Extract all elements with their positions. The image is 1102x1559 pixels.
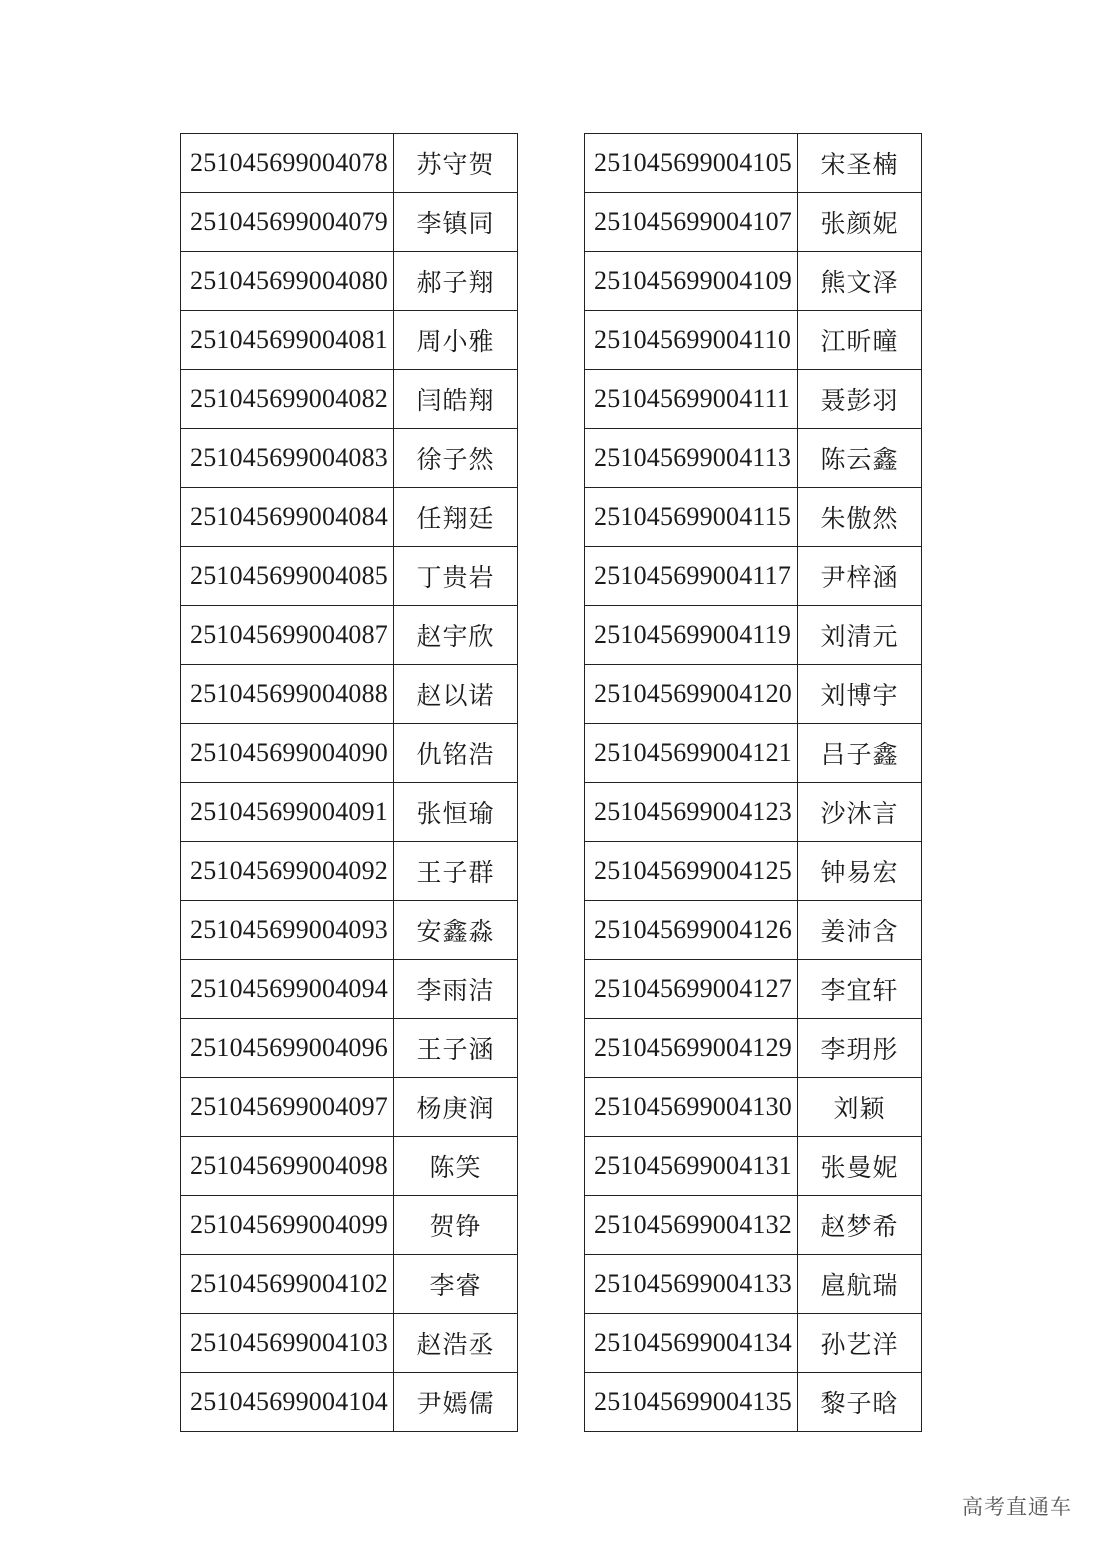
candidate-id-cell: 251045699004129: [585, 1019, 798, 1078]
candidate-id-cell: 251045699004084: [181, 488, 394, 547]
candidate-id-cell: 251045699004103: [181, 1314, 394, 1373]
candidate-name-cell: 徐子然: [394, 429, 518, 488]
table-row: [181, 547, 518, 606]
candidate-name-cell: 尹梓涵: [798, 547, 922, 606]
candidate-id-cell: 251045699004092: [181, 842, 394, 901]
candidate-name-cell: 苏守贺: [394, 134, 518, 193]
table-row: [585, 960, 922, 1019]
candidate-id-cell: 251045699004110: [585, 311, 798, 370]
candidate-id-cell: 251045699004123: [585, 783, 798, 842]
table-row: [585, 1078, 922, 1137]
table-row: [181, 842, 518, 901]
table-row: [585, 488, 922, 547]
table-row: [181, 1255, 518, 1314]
candidate-name-cell: 孙艺洋: [798, 1314, 922, 1373]
roster-table-right: [584, 133, 922, 1432]
table-row: [181, 783, 518, 842]
candidate-id-cell: 251045699004088: [181, 665, 394, 724]
table-row: [585, 1373, 922, 1432]
candidate-id-cell: 251045699004083: [181, 429, 394, 488]
table-row: [585, 547, 922, 606]
table-row: [181, 1137, 518, 1196]
table-row: [181, 1019, 518, 1078]
table-row: [585, 1196, 922, 1255]
candidate-id-cell: 251045699004127: [585, 960, 798, 1019]
table-row: [181, 665, 518, 724]
candidate-id-cell: 251045699004133: [585, 1255, 798, 1314]
candidate-id-cell: 251045699004135: [585, 1373, 798, 1432]
table-row: [181, 1314, 518, 1373]
table-row: [181, 1196, 518, 1255]
candidate-name-cell: 贺铮: [394, 1196, 518, 1255]
table-row: [181, 960, 518, 1019]
candidate-id-cell: 251045699004105: [585, 134, 798, 193]
candidate-id-cell: 251045699004125: [585, 842, 798, 901]
candidate-name-cell: 闫皓翔: [394, 370, 518, 429]
candidate-name-cell: 尹嫣儒: [394, 1373, 518, 1432]
table-row: [181, 488, 518, 547]
candidate-name-cell: 李雨洁: [394, 960, 518, 1019]
table-row: [181, 724, 518, 783]
roster-table-left-body: [181, 134, 518, 1432]
candidate-name-cell: 王子群: [394, 842, 518, 901]
candidate-id-cell: 251045699004079: [181, 193, 394, 252]
candidate-id-cell: 251045699004085: [181, 547, 394, 606]
roster-table-right-body: [585, 134, 922, 1432]
candidate-name-cell: 扈航瑞: [798, 1255, 922, 1314]
candidate-name-cell: 安鑫淼: [394, 901, 518, 960]
candidate-id-cell: 251045699004080: [181, 252, 394, 311]
candidate-name-cell: 朱傲然: [798, 488, 922, 547]
table-row: [181, 252, 518, 311]
candidate-name-cell: 陈云鑫: [798, 429, 922, 488]
candidate-name-cell: 张曼妮: [798, 1137, 922, 1196]
table-row: [181, 193, 518, 252]
candidate-name-cell: 李玥彤: [798, 1019, 922, 1078]
candidate-name-cell: 吕子鑫: [798, 724, 922, 783]
candidate-name-cell: 郝子翔: [394, 252, 518, 311]
candidate-id-cell: 251045699004113: [585, 429, 798, 488]
candidate-name-cell: 赵宇欣: [394, 606, 518, 665]
candidate-name-cell: 杨庚润: [394, 1078, 518, 1137]
candidate-id-cell: 251045699004081: [181, 311, 394, 370]
table-row: [585, 901, 922, 960]
candidate-id-cell: 251045699004115: [585, 488, 798, 547]
table-row: [181, 1078, 518, 1137]
table-row: [585, 429, 922, 488]
candidate-name-cell: 王子涵: [394, 1019, 518, 1078]
table-row: [585, 252, 922, 311]
candidate-name-cell: 沙沐言: [798, 783, 922, 842]
candidate-name-cell: 刘清元: [798, 606, 922, 665]
candidate-name-cell: 陈笑: [394, 1137, 518, 1196]
candidate-name-cell: 江昕曈: [798, 311, 922, 370]
candidate-name-cell: 黎子晗: [798, 1373, 922, 1432]
table-row: [585, 193, 922, 252]
candidate-id-cell: 251045699004102: [181, 1255, 394, 1314]
candidate-id-cell: 251045699004109: [585, 252, 798, 311]
table-row: [585, 1255, 922, 1314]
table-row: [585, 134, 922, 193]
candidate-name-cell: 仇铭浩: [394, 724, 518, 783]
candidate-id-cell: 251045699004111: [585, 370, 798, 429]
candidate-id-cell: 251045699004130: [585, 1078, 798, 1137]
candidate-id-cell: 251045699004126: [585, 901, 798, 960]
table-row: [585, 783, 922, 842]
candidate-id-cell: 251045699004078: [181, 134, 394, 193]
candidate-name-cell: 聂彭羽: [798, 370, 922, 429]
table-row: [585, 1137, 922, 1196]
candidate-id-cell: 251045699004094: [181, 960, 394, 1019]
candidate-id-cell: 251045699004134: [585, 1314, 798, 1373]
candidate-id-cell: 251045699004098: [181, 1137, 394, 1196]
candidate-id-cell: 251045699004096: [181, 1019, 394, 1078]
candidate-name-cell: 李宜轩: [798, 960, 922, 1019]
watermark-label: 高考直通车: [962, 1495, 1072, 1519]
table-row: [181, 606, 518, 665]
candidate-name-cell: 赵梦希: [798, 1196, 922, 1255]
candidate-id-cell: 251045699004117: [585, 547, 798, 606]
table-row: [585, 665, 922, 724]
candidate-name-cell: 李镇同: [394, 193, 518, 252]
candidate-name-cell: 张颜妮: [798, 193, 922, 252]
candidate-id-cell: 251045699004121: [585, 724, 798, 783]
table-row: [181, 1373, 518, 1432]
table-row: [181, 311, 518, 370]
table-row: [585, 842, 922, 901]
candidate-name-cell: 李睿: [394, 1255, 518, 1314]
table-row: [181, 134, 518, 193]
candidate-id-cell: 251045699004082: [181, 370, 394, 429]
roster-table-left: [180, 133, 518, 1432]
table-row: [181, 901, 518, 960]
candidate-name-cell: 张恒瑜: [394, 783, 518, 842]
candidate-id-cell: 251045699004097: [181, 1078, 394, 1137]
candidate-name-cell: 周小雅: [394, 311, 518, 370]
candidate-id-cell: 251045699004099: [181, 1196, 394, 1255]
table-row: [181, 429, 518, 488]
candidate-name-cell: 任翔廷: [394, 488, 518, 547]
candidate-name-cell: 宋圣楠: [798, 134, 922, 193]
table-row: [181, 370, 518, 429]
candidate-name-cell: 钟易宏: [798, 842, 922, 901]
candidate-name-cell: 丁贵岩: [394, 547, 518, 606]
candidate-id-cell: 251045699004090: [181, 724, 394, 783]
candidate-id-cell: 251045699004093: [181, 901, 394, 960]
candidate-name-cell: 赵浩丞: [394, 1314, 518, 1373]
candidate-id-cell: 251045699004132: [585, 1196, 798, 1255]
candidate-id-cell: 251045699004131: [585, 1137, 798, 1196]
candidate-name-cell: 刘博宇: [798, 665, 922, 724]
candidate-id-cell: 251045699004087: [181, 606, 394, 665]
table-row: [585, 370, 922, 429]
candidate-id-cell: 251045699004107: [585, 193, 798, 252]
candidate-id-cell: 251045699004104: [181, 1373, 394, 1432]
table-row: [585, 724, 922, 783]
candidate-name-cell: 刘颖: [798, 1078, 922, 1137]
candidate-id-cell: 251045699004091: [181, 783, 394, 842]
table-row: [585, 606, 922, 665]
table-row: [585, 311, 922, 370]
candidate-name-cell: 熊文泽: [798, 252, 922, 311]
candidate-id-cell: 251045699004119: [585, 606, 798, 665]
candidate-id-cell: 251045699004120: [585, 665, 798, 724]
candidate-name-cell: 赵以诺: [394, 665, 518, 724]
candidate-name-cell: 姜沛含: [798, 901, 922, 960]
table-row: [585, 1019, 922, 1078]
table-row: [585, 1314, 922, 1373]
